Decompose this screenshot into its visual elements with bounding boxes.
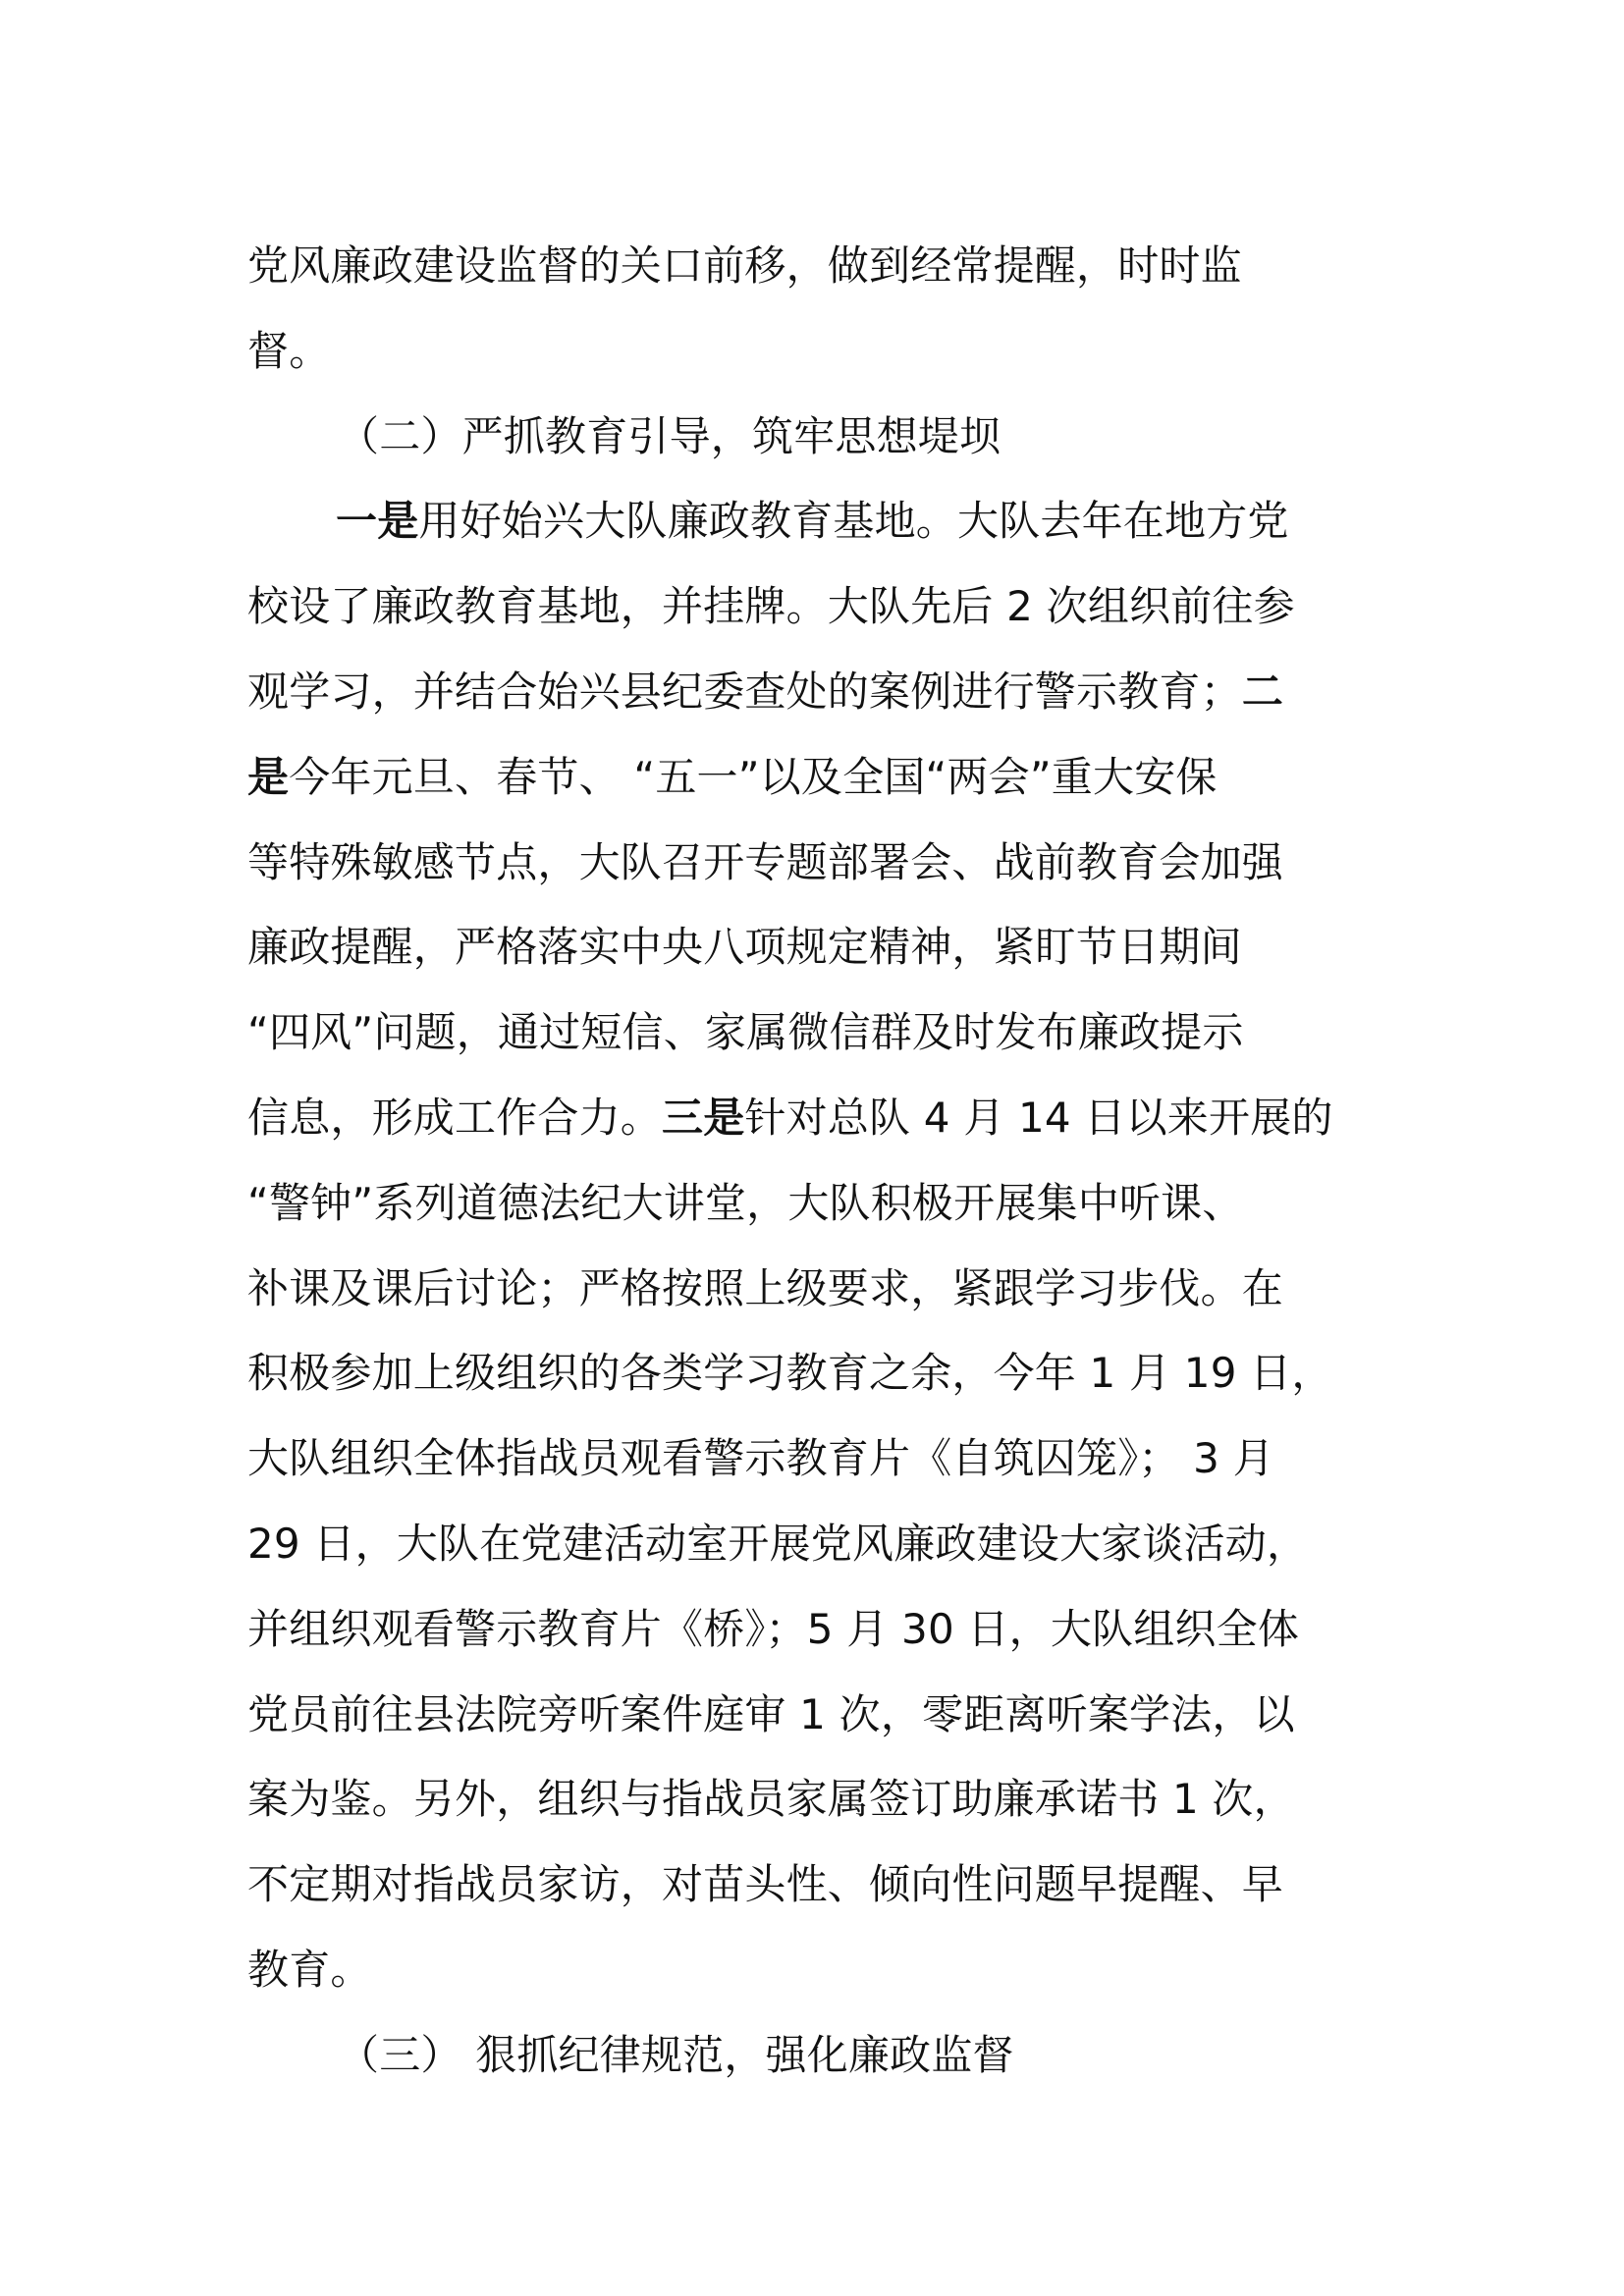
text-line	[247, 564, 1388, 650]
bold-marker: 二	[1241, 667, 1284, 716]
text-span: 补课及课后讨论；严格按照上级要求，紧跟学习步伐。在	[247, 1263, 1284, 1312]
text-line	[247, 1416, 1388, 1502]
bold-marker: 三是	[662, 1093, 745, 1142]
text-line	[247, 1161, 1388, 1247]
text-line	[247, 905, 1388, 990]
text-line	[247, 309, 1388, 395]
text-span: 大队组织全体指战员观看警示教育片《自筑囚笼》； 3 月	[247, 1434, 1274, 1483]
text-span: 校设了廉政教育基地，并挂牌。大队先后 2 次组织前往参	[247, 582, 1295, 631]
text-span: 督。	[247, 326, 331, 375]
text-line	[247, 1076, 1388, 1161]
section-heading	[247, 2013, 1388, 2099]
text-span: （二）严抓教育引导，筑牢思想堤坝	[338, 411, 1001, 460]
text-line	[247, 1928, 1388, 2013]
text-span: 教育。	[247, 1945, 372, 1994]
text-line	[247, 1757, 1388, 1842]
text-span: “警钟”系列道德法纪大讲堂，大队积极开展集中听课、	[247, 1178, 1244, 1227]
text-line	[247, 224, 1388, 309]
text-span: 不定期对指战员家访，对苗头性、倾向性问题早提醒、早	[247, 1860, 1284, 1909]
text-span: 积极参加上级组织的各类学习教育之余，今年 1 月 19 日，	[247, 1349, 1333, 1398]
text-line	[247, 1842, 1388, 1928]
text-span: 党员前往县法院旁听案件庭审 1 次，零距离听案学法，以	[247, 1689, 1295, 1738]
document-body	[247, 224, 1388, 2099]
text-span: （三） 狠抓纪律规范，强化廉政监督	[338, 2030, 1014, 2079]
text-span: 并组织观看警示教育片《桥》；5 月 30 日，大队组织全体	[247, 1604, 1300, 1653]
text-line	[247, 1673, 1388, 1758]
text-span: “四风”问题，通过短信、家属微信群及时发布廉政提示	[247, 1008, 1244, 1057]
bold-marker: 一是	[336, 497, 419, 546]
text-span: 针对总队 4 月 14 日以来开展的	[744, 1093, 1333, 1142]
document-page	[247, 224, 1388, 2099]
text-span: 29 日，大队在党建活动室开展党风廉政建设大家谈活动，	[247, 1519, 1309, 1568]
text-line	[247, 821, 1388, 906]
text-line	[247, 1247, 1388, 1332]
text-span: 观学习，并结合始兴县纪委查处的案例进行警示教育；	[247, 667, 1242, 716]
section-heading	[247, 395, 1388, 480]
text-line	[247, 1587, 1388, 1673]
text-span: 党风廉政建设监督的关口前移，做到经常提醒，时时监	[247, 241, 1242, 290]
bold-marker: 是	[247, 752, 290, 801]
text-span: 今年元旦、春节、 “五一”以及全国“两会”重大安保	[289, 752, 1218, 801]
text-span: 等特殊敏感节点，大队召开专题部署会、战前教育会加强	[247, 837, 1284, 886]
text-span: 信息，形成工作合力。	[247, 1093, 663, 1142]
text-line	[247, 1502, 1388, 1587]
text-span: 廉政提醒，严格落实中央八项规定精神，紧盯节日期间	[247, 923, 1242, 972]
text-line	[247, 990, 1388, 1076]
text-span: 案为鉴。另外，组织与指战员家属签订助廉承诺书 1 次，	[247, 1775, 1295, 1824]
text-line	[247, 479, 1388, 564]
text-line	[247, 650, 1388, 735]
text-span: 用好始兴大队廉政教育基地。大队去年在地方党	[418, 497, 1289, 546]
text-line	[247, 1331, 1388, 1416]
text-line	[247, 735, 1388, 821]
